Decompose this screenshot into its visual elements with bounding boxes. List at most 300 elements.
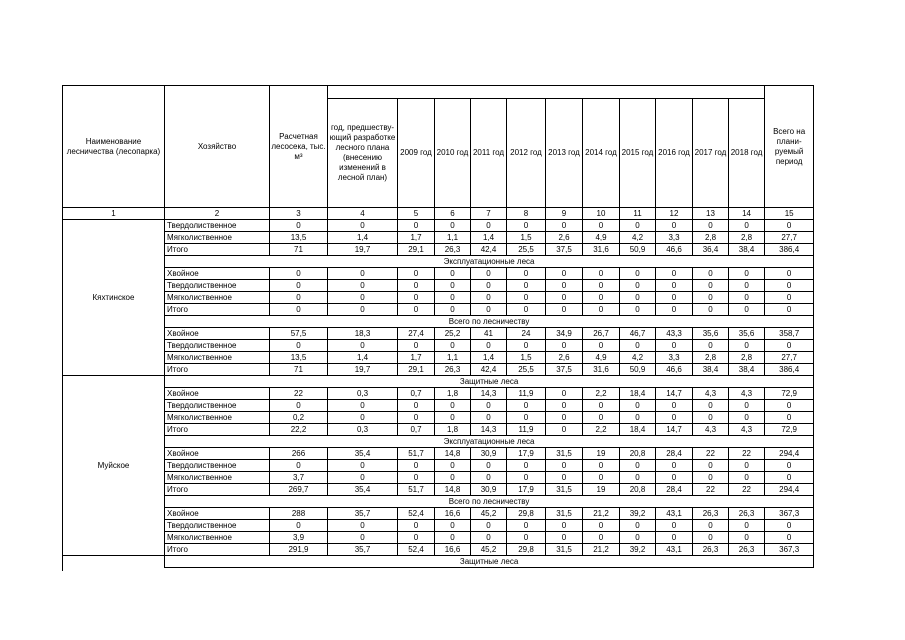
value-cell: 18,4 [620, 424, 656, 436]
table-row [63, 364, 814, 376]
value-cell: 0 [270, 520, 328, 532]
value-cell: 13,5 [270, 352, 328, 364]
value-cell: 0 [471, 520, 507, 532]
value-cell: 19,7 [328, 244, 398, 256]
value-cell: 0 [583, 532, 620, 544]
value-cell: 14,7 [656, 388, 693, 400]
table-row [63, 328, 814, 340]
value-cell: 20,8 [620, 484, 656, 496]
value-cell: 0 [435, 280, 471, 292]
value-cell: 0 [546, 460, 583, 472]
value-cell: 37,5 [546, 364, 583, 376]
value-cell: 19 [583, 448, 620, 460]
value-cell: 0 [471, 400, 507, 412]
value-cell: 0 [435, 472, 471, 484]
value-cell: 0 [435, 412, 471, 424]
value-cell: 2,8 [693, 352, 729, 364]
value-cell: 0 [507, 472, 546, 484]
section-title: Защитные леса [165, 556, 814, 568]
value-cell: 0 [583, 280, 620, 292]
value-cell: 4,9 [583, 232, 620, 244]
value-cell: 0 [270, 400, 328, 412]
section-title: Защитные леса [165, 376, 814, 388]
value-cell: 0 [765, 400, 814, 412]
header-year-8: 2016 год [656, 99, 693, 208]
value-cell: 0 [546, 280, 583, 292]
value-cell: 0 [546, 388, 583, 400]
value-cell: 22 [693, 484, 729, 496]
value-cell: 45,2 [471, 508, 507, 520]
table-row [63, 280, 814, 292]
farm-type-cell: Твердолиственное [165, 400, 270, 412]
column-number: 10 [583, 208, 620, 220]
value-cell: 43,3 [656, 328, 693, 340]
value-cell: 0 [471, 340, 507, 352]
value-cell: 0 [507, 412, 546, 424]
value-cell: 1,4 [328, 352, 398, 364]
value-cell: 0 [656, 532, 693, 544]
value-cell: 266 [270, 448, 328, 460]
value-cell: 0 [398, 292, 435, 304]
value-cell: 0 [546, 520, 583, 532]
header-year-1: 2009 год [398, 99, 435, 208]
value-cell: 0,7 [398, 424, 435, 436]
value-cell: 2,2 [583, 388, 620, 400]
value-cell: 43,1 [656, 544, 693, 556]
value-cell: 0 [471, 412, 507, 424]
value-cell: 0 [270, 292, 328, 304]
value-cell: 4,9 [583, 352, 620, 364]
column-number: 9 [546, 208, 583, 220]
column-number: 6 [435, 208, 471, 220]
value-cell: 367,3 [765, 544, 814, 556]
value-cell: 0 [270, 340, 328, 352]
column-number: 1 [63, 208, 165, 220]
value-cell: 1,1 [435, 232, 471, 244]
table-row [63, 544, 814, 556]
table-body [63, 220, 814, 568]
value-cell: 39,2 [620, 508, 656, 520]
value-cell: 31,5 [546, 484, 583, 496]
table-row [63, 484, 814, 496]
value-cell: 0 [729, 400, 765, 412]
farm-type-cell: Хвойное [165, 268, 270, 280]
value-cell: 2,8 [729, 352, 765, 364]
value-cell: 0 [270, 268, 328, 280]
value-cell: 42,4 [471, 364, 507, 376]
farm-type-cell: Мягколиственное [165, 412, 270, 424]
value-cell: 1,5 [507, 352, 546, 364]
value-cell: 0 [729, 412, 765, 424]
value-cell: 0 [656, 292, 693, 304]
value-cell: 11,9 [507, 424, 546, 436]
value-cell: 35,6 [729, 328, 765, 340]
header-forestry-name: Наименование лесничества (лесопарка) [63, 86, 165, 208]
section-title-row [63, 496, 814, 508]
value-cell: 27,7 [765, 352, 814, 364]
value-cell: 0 [471, 304, 507, 316]
value-cell: 0 [729, 220, 765, 232]
value-cell: 0 [620, 412, 656, 424]
value-cell: 0 [765, 292, 814, 304]
value-cell: 28,4 [656, 484, 693, 496]
value-cell: 0 [435, 520, 471, 532]
value-cell: 35,4 [328, 484, 398, 496]
value-cell: 72,9 [765, 388, 814, 400]
value-cell: 0 [729, 460, 765, 472]
value-cell: 22,2 [270, 424, 328, 436]
value-cell: 0 [328, 268, 398, 280]
value-cell: 0 [729, 472, 765, 484]
value-cell: 3,3 [656, 232, 693, 244]
value-cell: 14,8 [435, 484, 471, 496]
table-row [63, 472, 814, 484]
value-cell: 0 [398, 412, 435, 424]
value-cell: 1,8 [435, 424, 471, 436]
value-cell: 0 [729, 268, 765, 280]
farm-type-cell: Хвойное [165, 508, 270, 520]
value-cell: 0 [583, 460, 620, 472]
value-cell: 0 [546, 340, 583, 352]
table-row [63, 340, 814, 352]
section-title-row [63, 376, 814, 388]
value-cell: 50,9 [620, 244, 656, 256]
value-cell: 0 [435, 268, 471, 280]
value-cell: 2,8 [693, 232, 729, 244]
farm-type-cell: Итого [165, 244, 270, 256]
value-cell: 0 [656, 520, 693, 532]
value-cell: 1,7 [398, 352, 435, 364]
value-cell: 14,3 [471, 388, 507, 400]
value-cell: 3,7 [270, 472, 328, 484]
value-cell: 26,3 [693, 544, 729, 556]
value-cell: 0 [620, 340, 656, 352]
section-title: Эксплуатационные леса [165, 256, 814, 268]
value-cell: 42,4 [471, 244, 507, 256]
value-cell: 1,4 [328, 232, 398, 244]
value-cell: 71 [270, 244, 328, 256]
table-row [63, 388, 814, 400]
value-cell: 0 [471, 268, 507, 280]
value-cell: 4,3 [693, 424, 729, 436]
header-year-3: 2011 год [471, 99, 507, 208]
value-cell: 31,6 [583, 244, 620, 256]
value-cell: 2,6 [546, 352, 583, 364]
table-header [63, 86, 814, 220]
value-cell: 0 [546, 220, 583, 232]
value-cell: 0 [656, 340, 693, 352]
value-cell: 57,5 [270, 328, 328, 340]
value-cell: 1,4 [471, 352, 507, 364]
value-cell: 38,4 [729, 364, 765, 376]
value-cell: 0 [507, 304, 546, 316]
value-cell: 0 [656, 460, 693, 472]
value-cell: 72,9 [765, 424, 814, 436]
allowable-cut-table [62, 85, 814, 568]
value-cell: 14,7 [656, 424, 693, 436]
value-cell: 3,3 [656, 352, 693, 364]
value-cell: 4,3 [729, 388, 765, 400]
value-cell: 2,6 [546, 232, 583, 244]
value-cell: 0 [620, 220, 656, 232]
value-cell: 0 [583, 292, 620, 304]
value-cell: 0 [435, 532, 471, 544]
value-cell: 0 [546, 292, 583, 304]
value-cell: 19 [583, 484, 620, 496]
value-cell: 4,3 [693, 388, 729, 400]
value-cell: 0 [583, 220, 620, 232]
column-number: 14 [729, 208, 765, 220]
value-cell: 0 [583, 412, 620, 424]
value-cell: 35,7 [328, 508, 398, 520]
value-cell: 0 [620, 280, 656, 292]
value-cell: 0 [620, 460, 656, 472]
value-cell: 3,9 [270, 532, 328, 544]
value-cell: 0 [693, 304, 729, 316]
value-cell: 0 [583, 340, 620, 352]
value-cell: 0 [546, 400, 583, 412]
value-cell: 31,5 [546, 544, 583, 556]
value-cell: 31,5 [546, 508, 583, 520]
value-cell: 21,2 [583, 508, 620, 520]
value-cell: 269,7 [270, 484, 328, 496]
value-cell: 0 [507, 532, 546, 544]
farm-type-cell: Хвойное [165, 448, 270, 460]
value-cell: 16,6 [435, 544, 471, 556]
value-cell: 50,9 [620, 364, 656, 376]
value-cell: 0,2 [270, 412, 328, 424]
value-cell: 17,9 [507, 484, 546, 496]
value-cell: 0 [435, 304, 471, 316]
trailing-section-row [63, 556, 814, 568]
section-title-row [63, 436, 814, 448]
section-title: Всего по лесничеству [165, 496, 814, 508]
value-cell: 24 [507, 328, 546, 340]
value-cell: 0 [398, 268, 435, 280]
value-cell: 0 [693, 280, 729, 292]
value-cell: 25,5 [507, 364, 546, 376]
farm-type-cell: Мягколиственное [165, 532, 270, 544]
forestry-name-cell: Муйское [63, 376, 165, 556]
value-cell: 0 [765, 340, 814, 352]
value-cell: 0 [398, 520, 435, 532]
value-cell: 27,7 [765, 232, 814, 244]
farm-type-cell: Итого [165, 304, 270, 316]
value-cell: 29,1 [398, 244, 435, 256]
value-cell: 0 [435, 400, 471, 412]
farm-type-cell: Итого [165, 484, 270, 496]
farm-type-cell: Хвойное [165, 388, 270, 400]
value-cell: 0 [435, 340, 471, 352]
value-cell: 0 [546, 532, 583, 544]
value-cell: 22 [729, 484, 765, 496]
column-number: 2 [165, 208, 270, 220]
value-cell: 0 [435, 292, 471, 304]
value-cell: 43,1 [656, 508, 693, 520]
value-cell: 0 [583, 268, 620, 280]
header-year-6: 2014 год [583, 99, 620, 208]
value-cell: 294,4 [765, 448, 814, 460]
value-cell: 0 [620, 532, 656, 544]
value-cell: 0 [546, 472, 583, 484]
value-cell: 25,5 [507, 244, 546, 256]
value-cell: 0 [620, 304, 656, 316]
value-cell: 386,4 [765, 244, 814, 256]
value-cell: 26,7 [583, 328, 620, 340]
value-cell: 2,8 [729, 232, 765, 244]
value-cell: 0 [507, 292, 546, 304]
value-cell: 0 [656, 304, 693, 316]
value-cell: 0 [693, 460, 729, 472]
value-cell: 0 [729, 292, 765, 304]
table-row [63, 424, 814, 436]
value-cell: 0 [656, 412, 693, 424]
page-continuation-line [62, 567, 165, 571]
farm-type-cell: Твердолиственное [165, 340, 270, 352]
value-cell: 0 [656, 220, 693, 232]
forest-table-wrap [62, 85, 814, 568]
value-cell: 0 [620, 400, 656, 412]
value-cell: 22 [270, 388, 328, 400]
value-cell: 46,6 [656, 244, 693, 256]
value-cell: 1,5 [507, 232, 546, 244]
table-row [63, 520, 814, 532]
header-year-5: 2013 год [546, 99, 583, 208]
header-prev-year: год, предшеству-ющий разработке лесного плана (внесению изменений в лесной план) [328, 99, 398, 208]
value-cell: 0 [765, 280, 814, 292]
value-cell: 0,3 [328, 424, 398, 436]
value-cell: 35,6 [693, 328, 729, 340]
value-cell: 0 [328, 412, 398, 424]
value-cell: 17,9 [507, 448, 546, 460]
value-cell: 0 [583, 304, 620, 316]
value-cell: 19,7 [328, 364, 398, 376]
value-cell: 51,7 [398, 448, 435, 460]
value-cell: 71 [270, 364, 328, 376]
column-number: 4 [328, 208, 398, 220]
table-row [63, 532, 814, 544]
value-cell: 4,2 [620, 232, 656, 244]
value-cell: 0 [270, 460, 328, 472]
value-cell: 26,3 [435, 364, 471, 376]
table-row [63, 460, 814, 472]
value-cell: 0 [693, 520, 729, 532]
value-cell: 0 [471, 532, 507, 544]
value-cell: 52,4 [398, 544, 435, 556]
value-cell: 0 [546, 424, 583, 436]
farm-type-cell: Итого [165, 544, 270, 556]
value-cell: 29,1 [398, 364, 435, 376]
value-cell: 0 [471, 220, 507, 232]
farm-type-cell: Итого [165, 364, 270, 376]
value-cell: 0 [270, 220, 328, 232]
value-cell: 0 [656, 472, 693, 484]
value-cell: 20,8 [620, 448, 656, 460]
column-number: 15 [765, 208, 814, 220]
value-cell: 0 [765, 472, 814, 484]
value-cell: 34,9 [546, 328, 583, 340]
value-cell: 30,9 [471, 484, 507, 496]
value-cell: 0 [507, 280, 546, 292]
value-cell: 38,4 [729, 244, 765, 256]
value-cell: 18,4 [620, 388, 656, 400]
value-cell: 386,4 [765, 364, 814, 376]
value-cell: 291,9 [270, 544, 328, 556]
header-year-4: 2012 год [507, 99, 546, 208]
farm-type-cell: Твердолиственное [165, 520, 270, 532]
value-cell: 0 [507, 340, 546, 352]
column-number: 12 [656, 208, 693, 220]
value-cell: 0 [507, 460, 546, 472]
value-cell: 2,2 [583, 424, 620, 436]
value-cell: 0 [471, 292, 507, 304]
farm-type-cell: Мягколиственное [165, 472, 270, 484]
value-cell: 0 [656, 268, 693, 280]
value-cell: 29,8 [507, 508, 546, 520]
value-cell: 0 [729, 304, 765, 316]
column-number: 8 [507, 208, 546, 220]
value-cell: 0 [620, 520, 656, 532]
value-cell: 0 [398, 400, 435, 412]
value-cell: 0 [693, 412, 729, 424]
value-cell: 0 [620, 472, 656, 484]
header-total: Всего на плани-руемый период [765, 86, 814, 208]
column-number: 3 [270, 208, 328, 220]
value-cell: 0 [328, 472, 398, 484]
value-cell: 0 [398, 280, 435, 292]
header-year-10: 2018 год [729, 99, 765, 208]
value-cell: 0 [765, 268, 814, 280]
value-cell: 1,1 [435, 352, 471, 364]
table-row [63, 412, 814, 424]
value-cell: 4,2 [620, 352, 656, 364]
value-cell: 30,9 [471, 448, 507, 460]
table-row [63, 304, 814, 316]
value-cell: 0 [328, 304, 398, 316]
value-cell: 0 [546, 412, 583, 424]
value-cell: 46,6 [656, 364, 693, 376]
value-cell: 0 [546, 304, 583, 316]
header-row-top [63, 86, 814, 99]
value-cell: 0 [507, 268, 546, 280]
value-cell: 0 [471, 472, 507, 484]
value-cell: 4,3 [729, 424, 765, 436]
value-cell: 29,8 [507, 544, 546, 556]
value-cell: 36,4 [693, 244, 729, 256]
header-year-7: 2015 год [620, 99, 656, 208]
table-row [63, 400, 814, 412]
value-cell: 0 [398, 532, 435, 544]
value-cell: 38,4 [693, 364, 729, 376]
value-cell: 0 [398, 472, 435, 484]
value-cell: 52,4 [398, 508, 435, 520]
value-cell: 0 [729, 340, 765, 352]
value-cell: 26,3 [435, 244, 471, 256]
farm-type-cell: Твердолиственное [165, 460, 270, 472]
value-cell: 39,2 [620, 544, 656, 556]
header-calc-cut: Расчетная лесосека, тыс. м³ [270, 86, 328, 208]
value-cell: 0 [471, 280, 507, 292]
value-cell: 0 [328, 340, 398, 352]
column-number: 11 [620, 208, 656, 220]
table-row [63, 232, 814, 244]
value-cell: 0 [507, 220, 546, 232]
value-cell: 0,3 [328, 388, 398, 400]
value-cell: 13,5 [270, 232, 328, 244]
value-cell: 0 [765, 304, 814, 316]
value-cell: 0 [328, 460, 398, 472]
value-cell: 0 [328, 280, 398, 292]
